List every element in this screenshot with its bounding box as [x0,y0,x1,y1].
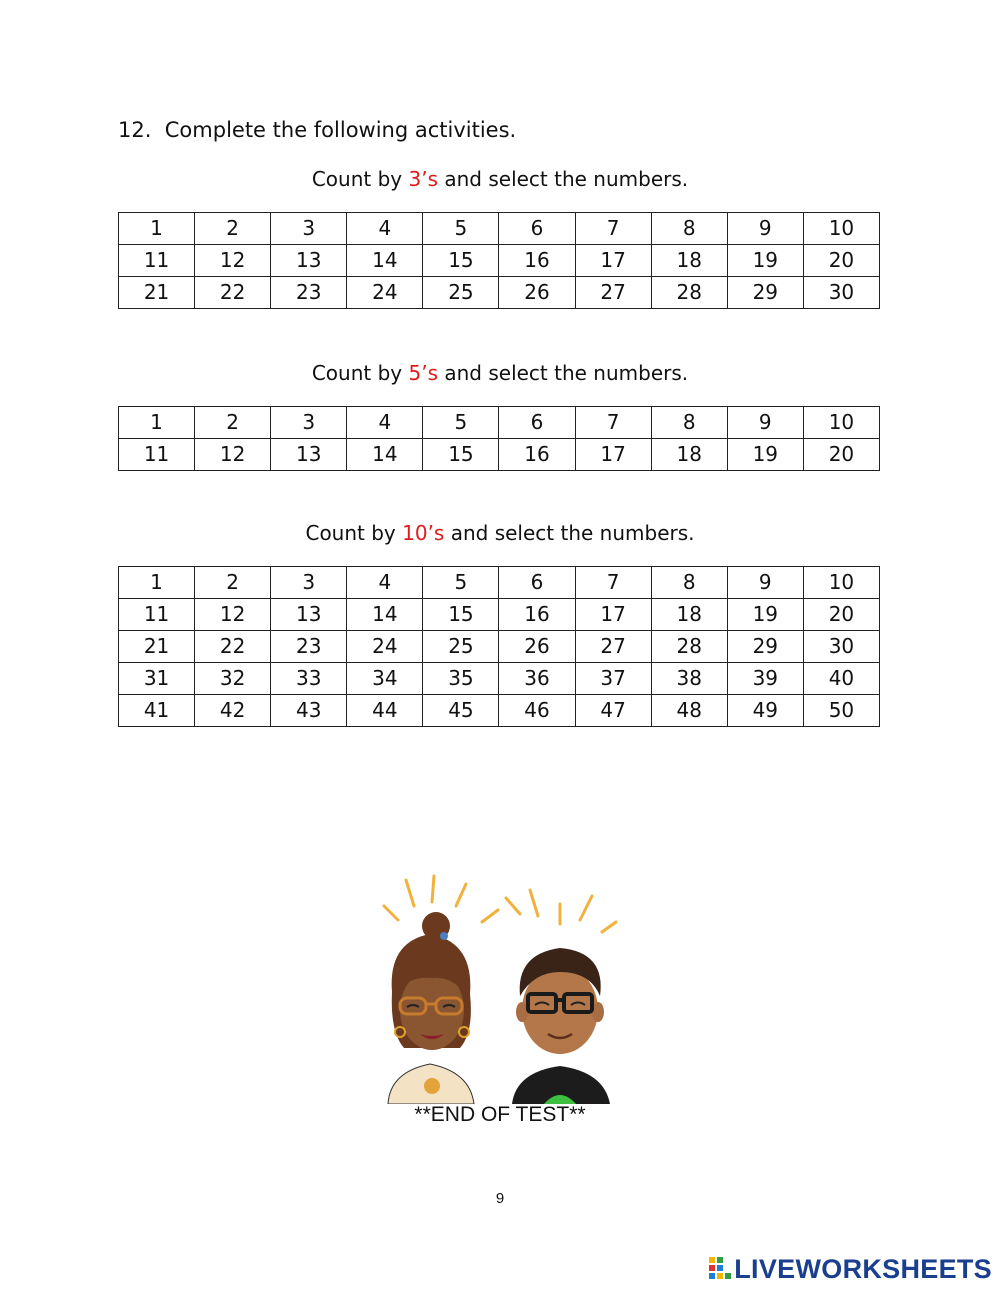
number-cell[interactable]: 39 [727,663,803,695]
number-cell[interactable]: 17 [575,245,651,277]
number-grid-count-by-10 [118,566,880,727]
number-cell[interactable]: 16 [499,599,575,631]
number-cell[interactable]: 41 [119,695,195,727]
number-cell[interactable]: 35 [423,663,499,695]
number-cell[interactable]: 1 [119,213,195,245]
number-cell[interactable]: 19 [727,245,803,277]
number-cell[interactable]: 20 [803,245,879,277]
number-cell[interactable]: 46 [499,695,575,727]
number-cell[interactable]: 12 [195,245,271,277]
number-cell[interactable]: 5 [423,567,499,599]
number-cell[interactable]: 10 [803,567,879,599]
grid-row [119,695,880,727]
grid-row [119,213,880,245]
number-cell[interactable]: 4 [347,213,423,245]
question-text: Complete the following activities. [164,118,517,142]
instruction-text: Count by [311,361,409,385]
number-cell[interactable]: 31 [119,663,195,695]
number-cell[interactable]: 8 [651,567,727,599]
instruction-highlight: 3’s [408,167,438,191]
number-cell[interactable]: 4 [347,407,423,439]
instruction-text: and select the numbers. [438,167,689,191]
number-cell[interactable]: 7 [575,213,651,245]
number-cell[interactable]: 18 [651,245,727,277]
instruction-count-by-10 [0,521,1000,545]
woman-avatar-icon [388,912,474,1104]
number-cell[interactable]: 25 [423,277,499,309]
number-cell[interactable]: 2 [195,213,271,245]
number-cell[interactable]: 38 [651,663,727,695]
grid-row [119,567,880,599]
grid-row [119,663,880,695]
grid-row [119,599,880,631]
number-cell[interactable]: 16 [499,439,575,471]
instruction-text: Count by [311,167,409,191]
number-cell[interactable]: 15 [423,245,499,277]
number-cell[interactable]: 11 [119,599,195,631]
number-cell[interactable]: 2 [195,567,271,599]
number-cell[interactable]: 17 [575,439,651,471]
number-cell[interactable]: 20 [803,599,879,631]
excitement-rays-icon [384,876,616,932]
number-grid-count-by-3 [118,212,880,309]
number-cell[interactable]: 21 [119,277,195,309]
number-cell[interactable]: 33 [271,663,347,695]
number-cell[interactable]: 44 [347,695,423,727]
end-of-test-text: **END OF TEST** [414,1103,586,1126]
number-cell[interactable]: 42 [195,695,271,727]
number-cell[interactable]: 45 [423,695,499,727]
number-cell[interactable]: 27 [575,277,651,309]
number-cell[interactable]: 6 [499,567,575,599]
number-cell[interactable]: 34 [347,663,423,695]
number-cell[interactable]: 36 [499,663,575,695]
question-number: 12. [118,118,152,142]
number-cell[interactable]: 22 [195,277,271,309]
page-number: 9 [495,1190,505,1207]
number-cell[interactable]: 6 [499,213,575,245]
number-cell[interactable]: 1 [119,567,195,599]
instruction-count-by-3 [0,167,1000,191]
number-cell[interactable]: 6 [499,407,575,439]
number-cell[interactable]: 11 [119,439,195,471]
number-cell[interactable]: 28 [651,277,727,309]
number-cell[interactable]: 48 [651,695,727,727]
number-cell[interactable]: 26 [499,631,575,663]
number-cell[interactable]: 19 [727,439,803,471]
liveworksheets-logo-icon [708,1256,732,1282]
number-cell[interactable]: 16 [499,245,575,277]
number-cell[interactable]: 40 [803,663,879,695]
number-cell[interactable]: 29 [727,277,803,309]
number-cell[interactable]: 32 [195,663,271,695]
instruction-highlight: 10’s [402,521,445,545]
number-grid-count-by-5 [118,406,880,471]
number-cell[interactable]: 23 [271,631,347,663]
number-cell[interactable]: 12 [195,439,271,471]
number-cell[interactable]: 27 [575,631,651,663]
number-cell[interactable]: 24 [347,277,423,309]
number-cell[interactable]: 14 [347,439,423,471]
number-cell[interactable]: 3 [271,213,347,245]
number-cell[interactable]: 3 [271,567,347,599]
number-cell[interactable]: 7 [575,407,651,439]
number-cell[interactable]: 47 [575,695,651,727]
man-avatar-icon [512,948,610,1104]
question-heading [118,118,516,142]
number-cell[interactable]: 23 [271,277,347,309]
number-cell[interactable]: 19 [727,599,803,631]
liveworksheets-brand[interactable] [708,1252,992,1286]
number-cell[interactable]: 13 [271,245,347,277]
grid-row [119,407,880,439]
number-cell[interactable]: 8 [651,407,727,439]
number-cell[interactable]: 30 [803,277,879,309]
number-cell[interactable]: 24 [347,631,423,663]
cartoon-characters-illustration [370,872,630,1104]
instruction-highlight: 5’s [408,361,438,385]
number-cell[interactable]: 2 [195,407,271,439]
number-cell[interactable]: 9 [727,407,803,439]
number-cell[interactable]: 12 [195,599,271,631]
number-cell[interactable]: 1 [119,407,195,439]
number-cell[interactable]: 29 [727,631,803,663]
grid-row [119,277,880,309]
number-cell[interactable]: 9 [727,567,803,599]
brand-name: LIVEWORKSHEETS [734,1253,992,1284]
number-cell[interactable]: 26 [499,277,575,309]
number-cell[interactable]: 11 [119,245,195,277]
number-cell[interactable]: 13 [271,439,347,471]
number-cell[interactable]: 9 [727,213,803,245]
number-cell[interactable]: 28 [651,631,727,663]
instruction-text: and select the numbers. [438,361,689,385]
instruction-count-by-5 [0,361,1000,385]
number-cell[interactable]: 14 [347,245,423,277]
number-cell[interactable]: 20 [803,439,879,471]
number-cell[interactable]: 5 [423,213,499,245]
number-cell[interactable]: 13 [271,599,347,631]
number-cell[interactable]: 22 [195,631,271,663]
number-cell[interactable]: 50 [803,695,879,727]
number-cell[interactable]: 8 [651,213,727,245]
grid-row [119,245,880,277]
number-cell[interactable]: 43 [271,695,347,727]
number-cell[interactable]: 14 [347,599,423,631]
number-cell[interactable]: 5 [423,407,499,439]
grid-row [119,439,880,471]
number-cell[interactable]: 49 [727,695,803,727]
number-cell[interactable]: 17 [575,599,651,631]
instruction-text: Count by [305,521,403,545]
number-cell[interactable]: 18 [651,439,727,471]
number-cell[interactable]: 37 [575,663,651,695]
number-cell[interactable]: 25 [423,631,499,663]
number-cell[interactable]: 18 [651,599,727,631]
number-cell[interactable]: 7 [575,567,651,599]
number-cell[interactable]: 30 [803,631,879,663]
number-cell[interactable]: 3 [271,407,347,439]
number-cell[interactable]: 10 [803,407,879,439]
number-cell[interactable]: 10 [803,213,879,245]
number-cell[interactable]: 15 [423,439,499,471]
number-cell[interactable]: 15 [423,599,499,631]
grid-row [119,631,880,663]
number-cell[interactable]: 21 [119,631,195,663]
number-cell[interactable]: 4 [347,567,423,599]
instruction-text: and select the numbers. [444,521,695,545]
